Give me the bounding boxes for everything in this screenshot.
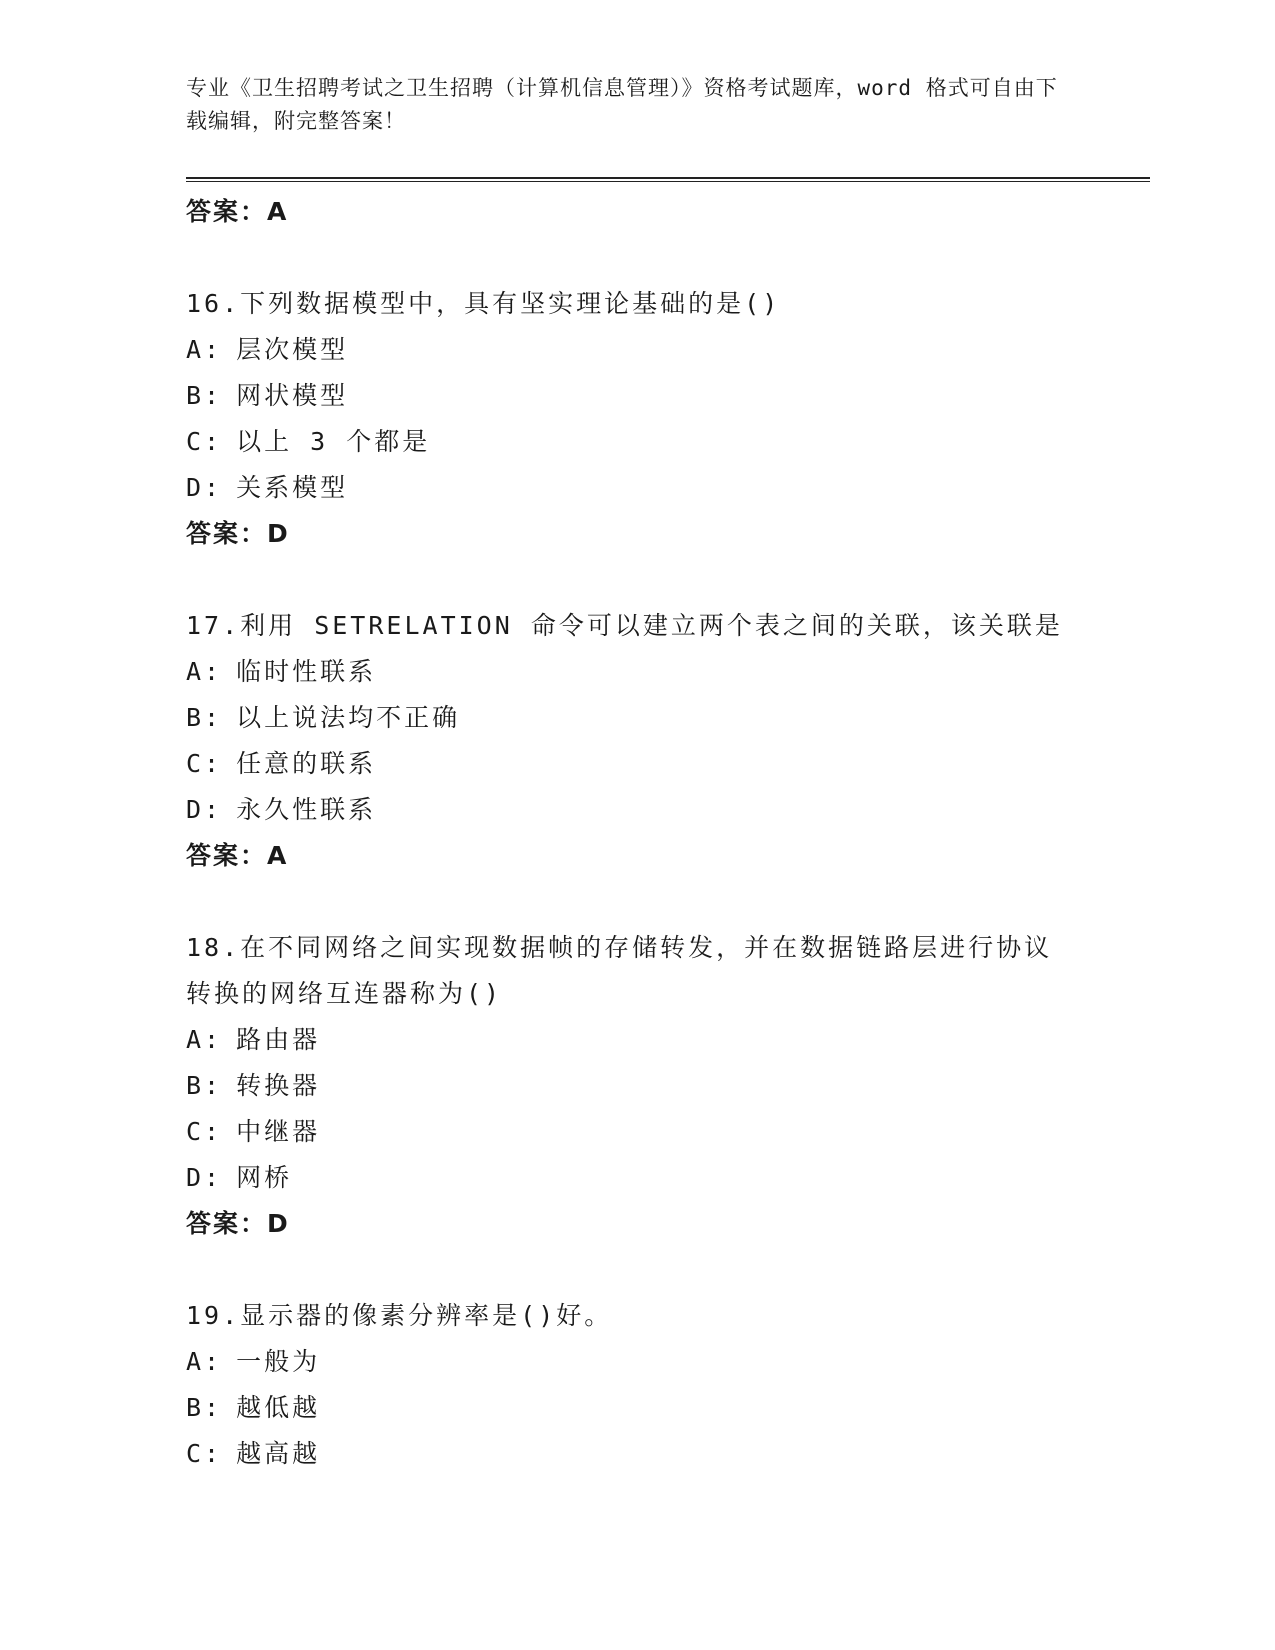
question-stem: 17.利用 SETRELATION 命令可以建立两个表之间的关联，该关联是 [186,611,1063,640]
question-18 [186,925,1150,1247]
option-letter: B: [186,381,223,410]
option-b [186,1385,1150,1431]
answer: 答案：D [186,1209,290,1238]
option-letter: B: [186,1393,223,1422]
header-divider [186,177,1150,182]
option-text: 越高越 [236,1439,321,1468]
question-17 [186,603,1150,879]
option-text: 网桥 [236,1163,293,1192]
question-16 [186,281,1150,557]
option-letter: D: [186,1163,223,1192]
option-letter: A: [186,657,223,686]
option-letter: A: [186,1347,223,1376]
question-19 [186,1293,1150,1477]
question-stem: 16.下列数据模型中，具有坚实理论基础的是() [186,289,781,318]
option-text: 以上说法均不正确 [236,703,461,732]
previous-answer: 答案：A [186,197,289,226]
option-b [186,695,1150,741]
option-d [186,787,1150,833]
option-text: 转换器 [236,1071,321,1100]
option-text: 以上 3 个都是 [236,427,431,456]
option-text: 层次模型 [236,335,349,364]
option-letter: C: [186,1117,223,1146]
option-b [186,373,1150,419]
option-text: 临时性联系 [236,657,377,686]
option-b [186,1063,1150,1109]
question-stem-line-2: 转换的网络互连器称为() [186,979,503,1008]
question-stem-line-1: 18.在不同网络之间实现数据帧的存储转发，并在数据链路层进行协议 [186,933,1053,962]
answer: 答案：D [186,519,290,548]
option-text: 网状模型 [236,381,349,410]
option-letter: C: [186,749,223,778]
option-c [186,1109,1150,1155]
option-letter: D: [186,473,223,502]
option-text: 越低越 [236,1393,321,1422]
option-c [186,741,1150,787]
option-letter: B: [186,703,223,732]
option-letter: A: [186,335,223,364]
option-text: 一般为 [236,1347,321,1376]
option-a [186,1339,1150,1385]
option-c [186,1431,1150,1477]
page-header: 专业《卫生招聘考试之卫生招聘（计算机信息管理）》资格考试题库，word 格式可自由下载编辑，附完整答案！ [186,76,1058,133]
option-text: 中继器 [236,1117,321,1146]
option-letter: B: [186,1071,223,1100]
option-letter: D: [186,795,223,824]
option-letter: C: [186,1439,223,1468]
question-stem: 19.显示器的像素分辨率是()好。 [186,1301,613,1330]
option-a [186,327,1150,373]
option-a [186,1017,1150,1063]
option-text: 永久性联系 [236,795,377,824]
option-text: 任意的联系 [236,749,377,778]
option-letter: C: [186,427,223,456]
question-list [186,189,1150,1477]
option-d [186,465,1150,511]
option-a [186,649,1150,695]
option-c [186,419,1150,465]
option-d [186,1155,1150,1201]
option-text: 路由器 [236,1025,321,1054]
answer: 答案：A [186,841,289,870]
option-letter: A: [186,1025,223,1054]
option-text: 关系模型 [236,473,349,502]
